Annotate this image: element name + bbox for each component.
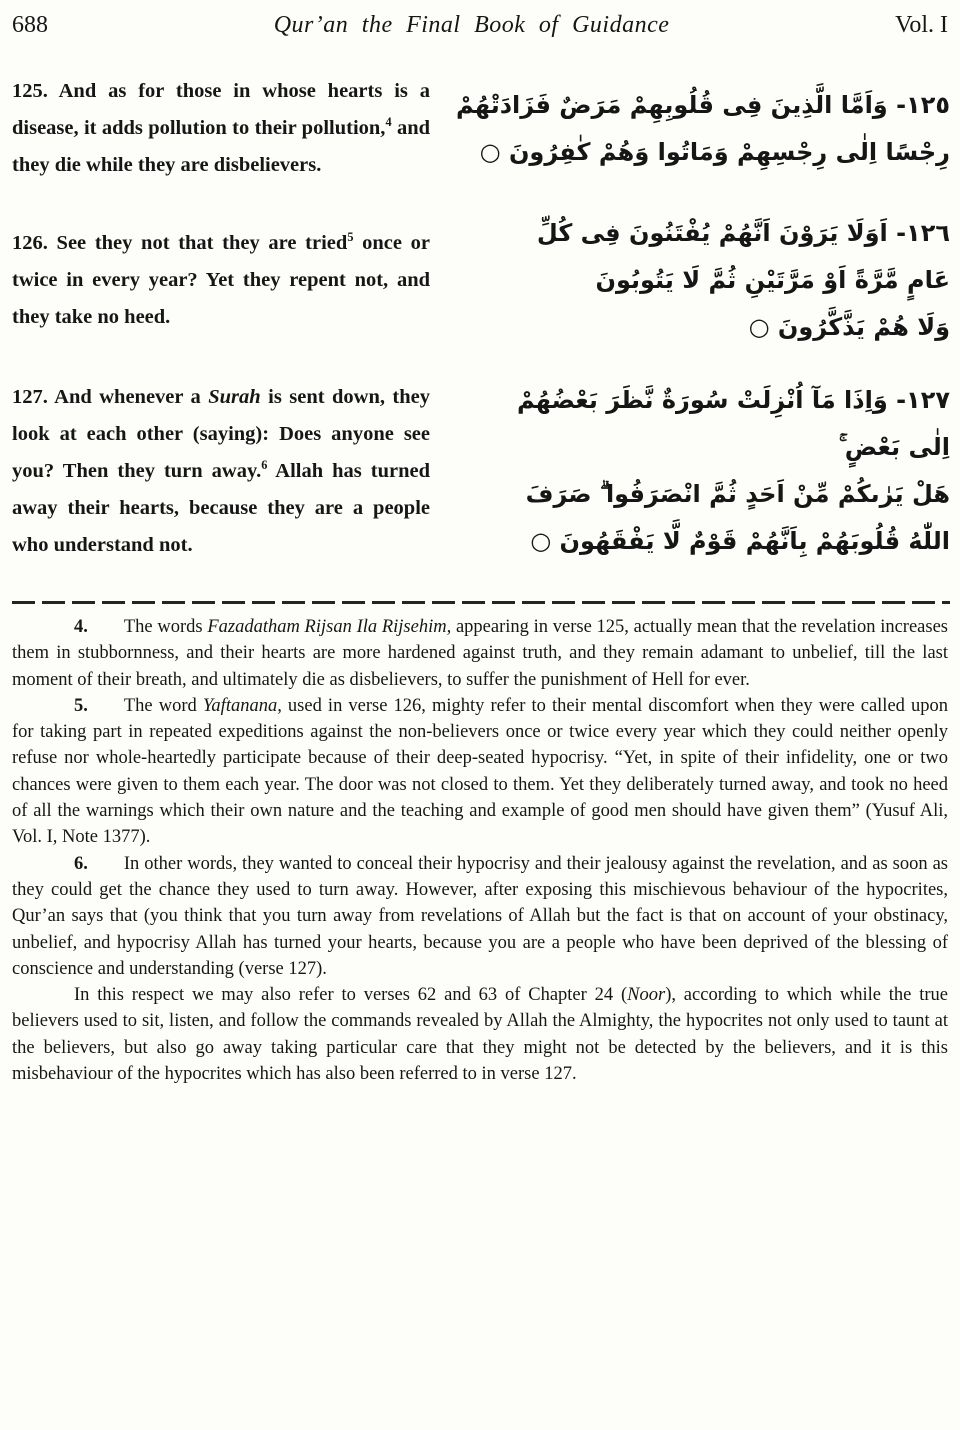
arabic-line: وَلَا هُمْ يَذَّكَّرُونَ ○ [748, 313, 950, 341]
verse-125-arabic [456, 82, 950, 176]
footnote-ref: 6 [261, 457, 268, 472]
footnote-ref: 4 [385, 115, 392, 130]
verse-row-126 [12, 210, 950, 351]
text-segment: is sent down, they look at each other (saying): Does anyone see you? Then they turn away. [12, 385, 430, 482]
text-segment: In this respect we may also refer to verses 62 and 63 of Chapter 24 ( [74, 985, 628, 1006]
footnote-6 [12, 851, 948, 982]
text-segment: Yaftanana, [202, 695, 282, 716]
text-segment: In other words, they wanted to conceal their hypocrisy and their jealousy against the revelation, and as soon as they could get the chance they used to turn away. However, after exposing this mischievous behaviour of the hypocrites, Qur’an says that (you think that you turn away from revelations of Allah but the fact is that on account of your obstinacy, unbelief, and hypocrisy Allah has turned your hearts, because you are a people who have been deprived of the blessing of conscience and understanding (verse 127). [12, 853, 948, 979]
arabic-line: اِلٰى بَعْضٍ ۚ [838, 433, 950, 461]
verses-section [12, 73, 950, 565]
arabic-line: عَامٍ مَّرَّةً اَوْ مَرَّتَيْنِ ثُمَّ لَا يَتُوبُونَ [595, 266, 950, 294]
text-segment: used in verse 126, mighty refer to their mental discomfort when they were called upon for taking part in repeated expeditions against the non-believers once or twice every year which they could neither openly refuse nor whole-heartedly participate because of their deep-seated hypocrisy. “Yet, in spite of their infidelity, one or two chances were given to them each year. The door was not closed to them. Yet they deliberately turned away, and took no heed of all the warnings which their own nature and the teaching and example of good men should have given them” (Yusuf Ali, Vol. I, Note 1377). [12, 695, 948, 848]
text-segment: 127. And whenever a [12, 385, 209, 408]
text-segment: 125. And as for those in whose hearts is a disease, it adds pollution to their pollution, [12, 80, 430, 139]
footnote-5 [12, 693, 948, 851]
arabic-line: ١٢٦- اَوَلَا يَرَوْنَ اَنَّهُمْ يُفْتَنُونَ فِى كُلِّ [536, 219, 950, 247]
text-segment: appearing in verse 125, actually mean that the revelation increases them in stubbornness, and their hearts are more hardened against truth, and they remain adamant to unbelief, till the last moment of their breath, and ultimately die as disbelievers, to suffer the punishment of Hell for ever. [12, 617, 949, 690]
closing-paragraph [12, 982, 948, 1087]
text-segment: Surah [208, 385, 261, 408]
footnote-separator [12, 601, 950, 604]
verse-row-127 [12, 377, 950, 565]
verse-125-english [12, 73, 430, 184]
text-segment: The words [123, 617, 208, 637]
text-segment: and they die while they are disbelievers. [12, 117, 430, 176]
arabic-line: هَلْ يَرٰىكُمْ مِّنْ اَحَدٍ ثُمَّ انْصَرَفُوا ۗ صَرَفَ [525, 480, 950, 508]
text-segment: Allah has turned away their hearts, because they are a people who understand not. [12, 459, 430, 556]
text-segment: Noor [627, 985, 666, 1006]
verse-127-english [12, 379, 430, 564]
page-header [12, 8, 950, 47]
arabic-line: ١٢٧- وَاِذَا مَآ اُنْزِلَتْ سُورَةٌ نَّظَرَ بَعْضُهُمْ [516, 386, 950, 414]
text-segment: 126. See they not that they are tried [12, 232, 348, 254]
arabic-line: رِجْسًا اِلٰى رِجْسِهِمْ وَمَاتُوا وَهُمْ كٰفِرُونَ ○ [479, 137, 950, 166]
text-segment: Fazadatham Rijsan Ila Rijsehim, [207, 617, 452, 637]
arabic-line: ١٢٥- وَاَمَّا الَّذِينَ فِى قُلُوبِهِمْ مَرَضٌ فَزَادَتْهُمْ [456, 90, 950, 119]
footnote-number: 6. [74, 853, 88, 874]
footnote-ref: 5 [347, 230, 354, 245]
footnotes-section [12, 614, 950, 1087]
verse-127-arabic [516, 377, 950, 565]
footnote-number: 4. [74, 617, 88, 637]
text-segment: once or twice in every year? Yet they repent not, and they take no heed. [12, 232, 431, 328]
arabic-line: اللّٰهُ قُلُوبَهُمْ بِاَنَّهُمْ قَوْمٌ لَّا يَفْقَهُونَ ○ [530, 527, 950, 555]
text-segment: The word [123, 695, 203, 716]
verse-row-125 [12, 73, 950, 184]
footnote-number: 5. [74, 695, 88, 716]
volume-label: Vol. I [895, 12, 948, 38]
verse-126-arabic [516, 210, 950, 351]
page-number: 688 [12, 12, 48, 38]
text-segment: ), according to which while the true believers used to sit, listen, and follow the commands revealed by Allah the Almighty, the hypocrites not only used to taunt at the believers, but also go away taking particular care that they might not be detected by the believers, and it is this misbehaviour of the hypocrites which has also been referred to in verse 127. [12, 985, 948, 1085]
footnote-4 [12, 614, 948, 693]
book-title: Qur’an the Final Book of Guidance [273, 12, 670, 38]
verse-126-english [12, 225, 430, 336]
